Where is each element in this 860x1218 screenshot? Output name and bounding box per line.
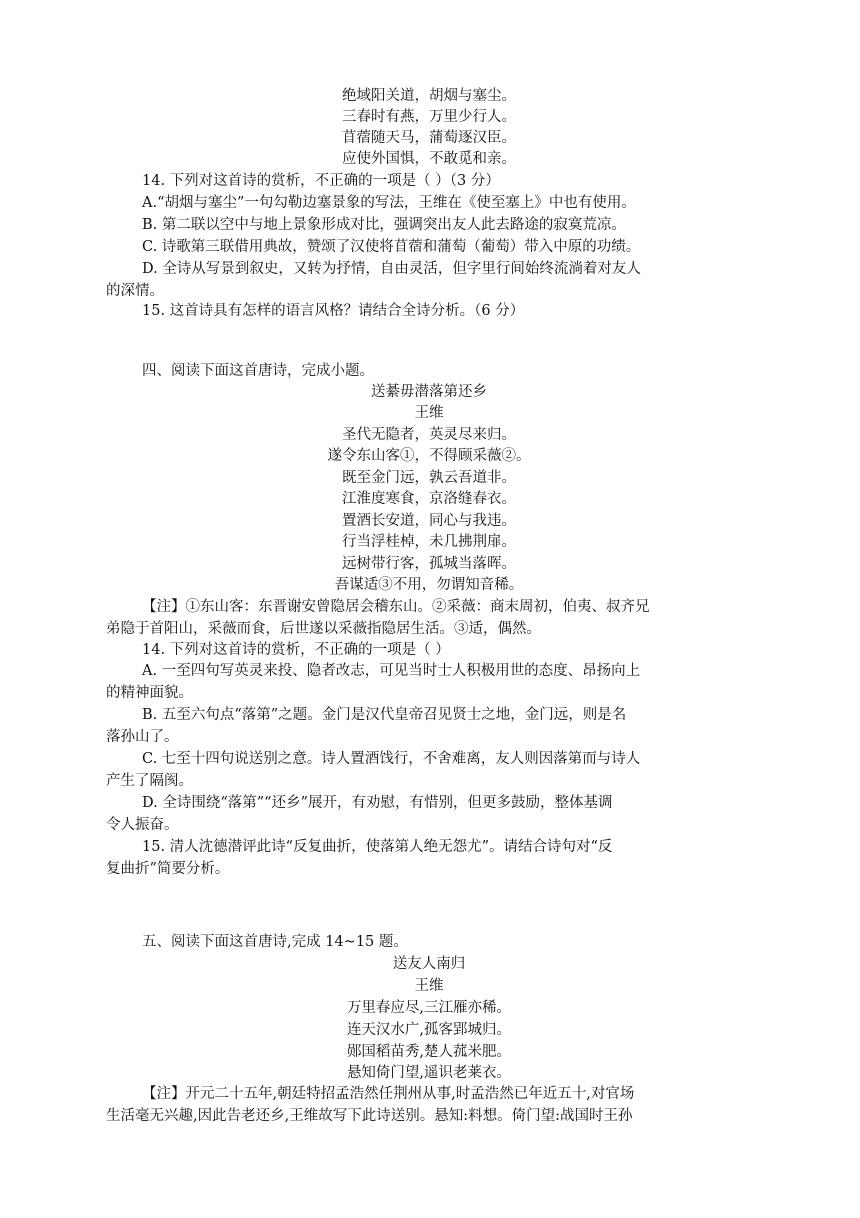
poem-line: 既至金门远，孰云吾道非。 bbox=[342, 470, 516, 486]
option-a: A.“胡烟与塞尘”一句勾勒边塞景象的写法，王维在《使至塞上》中也有使用。 bbox=[142, 195, 636, 211]
note-continued: 弟隐于首阳山，采薇而食，后世遂以采薇指隐居生活。③适，偶然。 bbox=[106, 621, 541, 637]
option-a: A. 一至四句写英灵来投、隐者改志，可见当时士人积极用世的态度、昂扬向上 bbox=[142, 663, 641, 679]
poem-line: 苜蓿随天马，蒲萄逐汉臣。 bbox=[342, 130, 516, 146]
option-c-continued: 产生了隔阂。 bbox=[106, 773, 193, 789]
option-c: C. 七至十四句说送别之意。诗人置酒饯行，不舍难离，友人则因落第而与诗人 bbox=[142, 751, 641, 767]
poem-line: 圣代无隐者，英灵尽来归。 bbox=[342, 427, 516, 443]
option-d-continued: 的深情。 bbox=[106, 283, 164, 299]
poem-line: 万里春应尽,三江雁亦稀。 bbox=[346, 1000, 512, 1016]
poem-line: 连天汉水广,孤客郢城归。 bbox=[346, 1022, 512, 1038]
poem-line: 三春时有燕，万里少行人。 bbox=[342, 109, 516, 125]
poem-line: 郧国稻苗秀,楚人菰米肥。 bbox=[346, 1044, 512, 1060]
poem-line: 遂令东山客①，不得顾采薇②。 bbox=[327, 448, 531, 464]
poem-line: 应使外国惧，不敢觅和亲。 bbox=[342, 151, 516, 167]
poem-line: 悬知倚门望,遥识老莱衣。 bbox=[346, 1065, 512, 1081]
poem-line: 远树带行客，孤城当落晖。 bbox=[342, 556, 516, 572]
poem-title: 送綦毋潜落第还乡 bbox=[371, 384, 487, 400]
poem-line: 江淮度寒食，京洛缝春衣。 bbox=[342, 491, 516, 507]
question-15-continued: 复曲折”简要分析。 bbox=[106, 861, 230, 877]
option-b: B. 五至六句点“落第”之题。金门是汉代皇帝召见贤士之地，金门远，则是名 bbox=[142, 707, 627, 723]
question-15: 15. 这首诗具有怎样的语言风格？请结合全诗分析。（6 分） bbox=[142, 303, 525, 319]
poem-author: 王维 bbox=[414, 405, 444, 421]
question-14: 14. 下列对这首诗的赏析，不正确的一项是（ ）（3 分） bbox=[142, 173, 500, 189]
note: 【注】①东山客：东晋谢安曾隐居会稽东山。②采薇：商末周初，伯夷、叔齐兄 bbox=[142, 599, 650, 615]
note-continued: 生活毫无兴趣,因此告老还乡,王维故写下此诗送别。悬知:料想。倚门望:战国时王孙 bbox=[106, 1108, 633, 1124]
poem-line: 行当浮桂棹，未几拂荆扉。 bbox=[342, 534, 516, 550]
note: 【注】开元二十五年,朝廷特招孟浩然任荆州从事,时孟浩然已年近五十,对官场 bbox=[142, 1086, 635, 1102]
poem-title: 送友人南归 bbox=[392, 956, 466, 972]
option-a-continued: 的精神面貌。 bbox=[106, 685, 193, 701]
poem-line: 绝域阳关道，胡烟与塞尘。 bbox=[342, 88, 516, 104]
option-b: B. 第二联以空中与地上景象形成对比，强调突出友人此去路途的寂寞荒凉。 bbox=[142, 217, 626, 233]
option-d-continued: 令人振奋。 bbox=[106, 817, 179, 833]
section-heading: 五、阅读下面这首唐诗,完成 14~15 题。 bbox=[142, 934, 408, 950]
option-c: C. 诗歌第三联借用典故，赞颂了汉使将苜蓿和蒲萄（葡萄）带入中原的功绩。 bbox=[142, 239, 641, 255]
option-d: D. 全诗围绕“落第”“还乡”展开，有劝慰，有惜别，但更多鼓励，整体基调 bbox=[142, 795, 613, 811]
section-heading: 四、阅读下面这首唐诗，完成小题。 bbox=[142, 363, 374, 379]
poem-line: 吾谋适③不用，勿谓知音稀。 bbox=[334, 577, 524, 593]
poem-line: 置酒长安道，同心与我违。 bbox=[342, 513, 516, 529]
option-d: D. 全诗从写景到叙史，又转为抒情，自由灵活，但字里行间始终流淌着对友人 bbox=[142, 261, 641, 277]
question-14: 14. 下列对这首诗的赏析，不正确的一项是（ ） bbox=[142, 642, 450, 658]
option-b-continued: 落孙山了。 bbox=[106, 729, 179, 745]
question-15: 15. 清人沈德潜评此诗“反复曲折，使落第人绝无怨尤”。请结合诗句对“反 bbox=[142, 839, 613, 855]
poem-author: 王维 bbox=[414, 978, 444, 994]
